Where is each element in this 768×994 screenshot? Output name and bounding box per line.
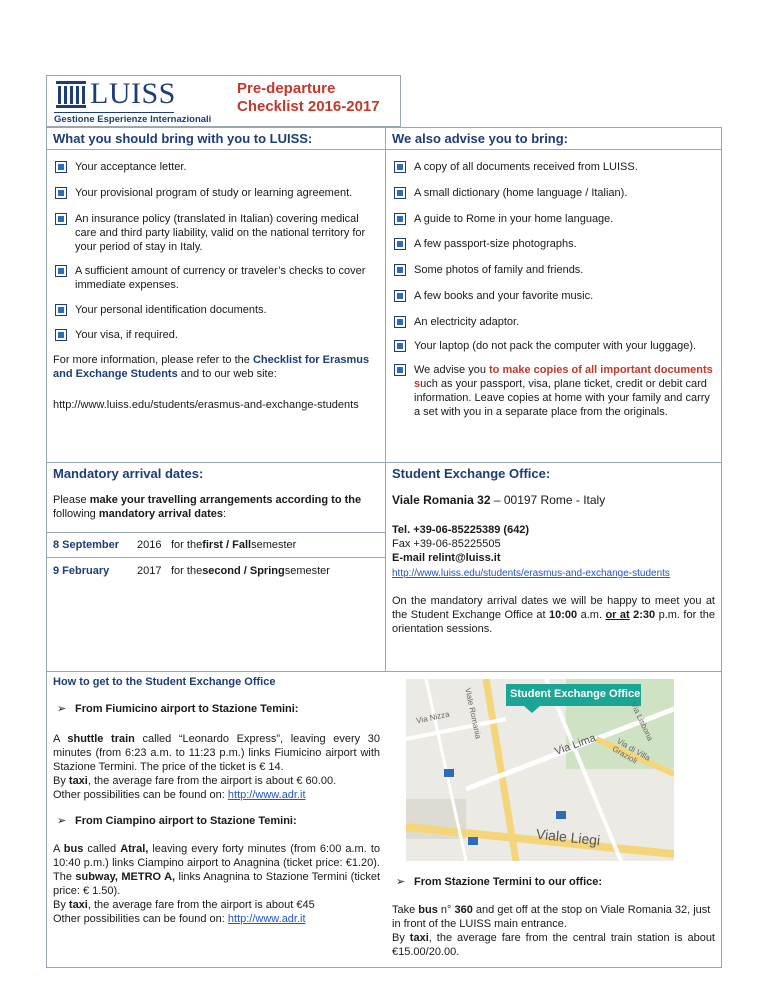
arrival-title: Mandatory arrival dates:	[53, 466, 204, 481]
checkbox-icon	[394, 238, 406, 250]
adr-link[interactable]: http://www.adr.it	[227, 913, 306, 925]
office-fax: Fax +39-06-85225505	[392, 538, 501, 550]
more-info-text: For more information, please refer to the Checklist for Erasmus and Exchange Students and to our web site:	[53, 354, 370, 380]
directions-title: How to get to the Student Exchange Office	[53, 676, 276, 688]
office-title: Student Exchange Office:	[392, 466, 551, 481]
checkbox-icon	[394, 161, 406, 173]
checkbox-icon	[55, 213, 67, 225]
checklist-item: A sufficient amount of currency or traveler’s checks to cover immediate expenses.	[53, 264, 379, 292]
directions-column	[47, 672, 386, 967]
logo-rule	[54, 112, 174, 113]
date-row: 8 September 2016 for the first / Fall semester	[47, 533, 385, 558]
map-street-label: Viale Liegi	[535, 825, 602, 849]
copies-advice: We advise you to make copies of all important documents such as your passport, visa, plane ticket, credit or debit card information. Leave copies at home with your family and carry a set with you in a separate place from the originals.	[392, 363, 715, 419]
bring-title: What you should bring with you to LUISS:	[47, 128, 385, 150]
fiumicino-more: Other possibilities can be found on: http://www.adr.it	[53, 789, 306, 801]
checkbox-icon	[394, 340, 406, 352]
document-title	[237, 80, 380, 116]
checklist-item: An electricity adaptor.	[392, 315, 715, 329]
checklist-item: A guide to Rome in your home language.	[392, 212, 715, 226]
arrival-row	[47, 463, 721, 672]
checkbox-icon	[394, 264, 406, 276]
checklist-item: An insurance policy (translated in Italian) covering medical care and third party liability, valid on the national territory for your period of stay in Italy.	[53, 212, 379, 254]
arrow-bullet-icon: ➢	[57, 703, 67, 715]
logo-subtitle: Gestione Esperienze Internazionali	[54, 114, 212, 125]
checkbox-icon	[394, 187, 406, 199]
ciampino-more: Other possibilities can be found on: http://www.adr.it	[53, 913, 306, 925]
arrow-bullet-icon: ➢	[396, 876, 406, 888]
bring-column	[47, 128, 386, 462]
map-office-label: Student Exchange Office	[510, 688, 641, 700]
directions-row	[47, 672, 721, 967]
checklist-item: A few books and your favorite music.	[392, 289, 715, 303]
ciampino-heading: ➢ From Ciampino airport to Stazione Temini:	[57, 815, 297, 827]
checklist-grid	[46, 127, 722, 968]
checklist-item: A copy of all documents received from LUISS.	[392, 160, 715, 174]
checklist-item: A small dictionary (home language / Italian).	[392, 186, 715, 200]
checklist-item: Your laptop (do not pack the computer with your luggage).	[392, 339, 715, 353]
header	[46, 75, 401, 127]
map-street-label: Via Lisbona	[628, 700, 655, 743]
termini-taxi: By taxi, the average fare from the central train station is about €15.00/20.00.	[392, 932, 715, 958]
map-street-label: Via di Villa Grazioli	[610, 736, 652, 766]
checklist-link[interactable]: Checklist for Erasmus and Exchange Students	[53, 354, 370, 380]
office-column	[386, 463, 721, 671]
map-column	[386, 672, 721, 967]
checkbox-icon	[55, 304, 67, 316]
checklist-item: Some photos of family and friends.	[392, 263, 715, 277]
checklist-item: Your provisional program of study or learning agreement.	[53, 186, 379, 200]
checkbox-icon	[394, 364, 406, 376]
checkbox-icon	[394, 290, 406, 302]
title-line-2: Checklist 2016-2017	[237, 98, 380, 115]
advise-title: We also advise you to bring:	[386, 128, 721, 150]
fiumicino-shuttle: A shuttle train called “Leonardo Express”, leaving every 30 minutes (from 6:23 a.m. to 11:23 p.m.) links Fiumicino airport with Stazione Termini. The price of the ticket is € 14.	[53, 733, 380, 773]
termini-bus: Take bus n° 360 and get off at the stop on Viale Romania 32, just in front of the LUISS main entrance.	[392, 904, 711, 930]
arrival-intro: Please make your travelling arrangements according to the following mandatory arrival dates:	[53, 494, 362, 520]
arrival-column	[47, 463, 386, 671]
columns-icon	[54, 79, 88, 109]
checkbox-icon	[394, 316, 406, 328]
fiumicino-heading: ➢ From Fiumicino airport to Stazione Temini:	[57, 703, 299, 715]
adr-link[interactable]: http://www.adr.it	[227, 789, 306, 801]
office-address: Viale Romania 32 – 00197 Rome - Italy	[392, 493, 606, 507]
checklist-item: Your acceptance letter.	[53, 160, 379, 174]
date-row: 9 February 2017 for the second / Spring semester	[53, 564, 330, 577]
termini-heading: ➢ From Stazione Termini to our office:	[396, 876, 603, 888]
checkbox-icon	[394, 213, 406, 225]
ciampino-bus: A bus called Atral, leaving every forty minutes (from 6:00 a.m. to 10:40 p.m.) links Ciampino airport to Anagnina (ticket price: €1.20). The subway, METRO A, links Anagnina to Stazione Termini (ticket price: € 1.50).	[53, 843, 380, 897]
luiss-logo	[54, 79, 226, 125]
map-street-label: Via Lima	[553, 732, 598, 758]
office-email[interactable]: E-mail relint@luiss.it	[392, 552, 501, 564]
checkbox-icon	[55, 265, 67, 277]
checkbox-icon	[55, 187, 67, 199]
website-url[interactable]: http://www.luiss.edu/students/erasmus-and-exchange-students	[53, 399, 359, 411]
ciampino-taxi: By taxi, the average fare from the airport is about €45	[53, 899, 315, 911]
dates-table	[47, 532, 385, 583]
logo-text: LUISS	[90, 77, 176, 110]
checkbox-icon	[55, 329, 67, 341]
map-street-label: Via Nizza	[415, 709, 451, 726]
bring-row	[47, 128, 721, 463]
checklist-item: A few passport-size photographs.	[392, 237, 715, 251]
arrow-bullet-icon: ➢	[57, 815, 67, 827]
checklist-item: Your personal identification documents.	[53, 303, 379, 317]
checklist-item: Your visa, if required.	[53, 328, 379, 342]
advise-column	[386, 128, 721, 462]
office-url[interactable]: http://www.luiss.edu/students/erasmus-and-exchange-students	[392, 568, 670, 579]
map-street-label: Viale Romania	[463, 687, 483, 740]
orientation-text: On the mandatory arrival dates we will be happy to meet you at the Student Exchange Office at 10:00 a.m. or at 2:30 p.m. for the orientation sessions.	[392, 595, 715, 635]
checkbox-icon	[55, 161, 67, 173]
title-line-1: Pre-departure	[237, 80, 336, 97]
fiumicino-taxi: By taxi, the average fare from the airport is about € 60.00.	[53, 775, 337, 787]
office-tel: Tel. +39-06-85225389 (642)	[392, 524, 530, 536]
location-map[interactable]	[406, 679, 674, 861]
